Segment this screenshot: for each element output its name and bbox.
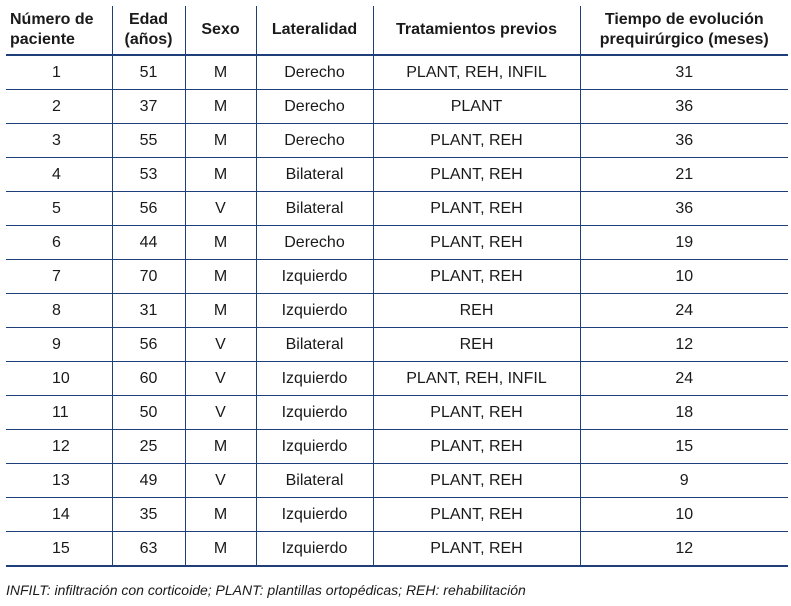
cell-age: 25 [112, 430, 185, 464]
cell-age: 70 [112, 260, 185, 294]
cell-age: 31 [112, 294, 185, 328]
cell-sex: M [185, 294, 256, 328]
cell-sex: V [185, 396, 256, 430]
table-row [6, 90, 788, 124]
cell-laterality: Bilateral [256, 158, 373, 192]
table-row [6, 362, 788, 396]
cell-age: 56 [112, 192, 185, 226]
cell-evolution-time: 24 [580, 294, 788, 328]
header-previous-treatments: Tratamientos previos [373, 6, 580, 55]
cell-treatments: PLANT, REH [373, 226, 580, 260]
cell-age: 35 [112, 498, 185, 532]
cell-laterality: Izquierdo [256, 396, 373, 430]
cell-patient-number: 9 [6, 328, 112, 362]
cell-treatments: PLANT, REH [373, 498, 580, 532]
cell-sex: M [185, 124, 256, 158]
cell-sex: M [185, 90, 256, 124]
cell-age: 50 [112, 396, 185, 430]
table-header [6, 6, 788, 55]
cell-treatments: PLANT, REH [373, 158, 580, 192]
cell-sex: V [185, 362, 256, 396]
header-row [6, 6, 788, 55]
cell-evolution-time: 36 [580, 124, 788, 158]
cell-sex: M [185, 498, 256, 532]
cell-evolution-time: 24 [580, 362, 788, 396]
cell-patient-number: 13 [6, 464, 112, 498]
table-row [6, 498, 788, 532]
cell-laterality: Izquierdo [256, 430, 373, 464]
table-row [6, 226, 788, 260]
cell-patient-number: 10 [6, 362, 112, 396]
cell-patient-number: 3 [6, 124, 112, 158]
cell-laterality: Izquierdo [256, 532, 373, 567]
cell-treatments: PLANT, REH [373, 396, 580, 430]
header-patient-number: Número de paciente [6, 6, 112, 55]
cell-laterality: Derecho [256, 226, 373, 260]
cell-patient-number: 8 [6, 294, 112, 328]
cell-patient-number: 14 [6, 498, 112, 532]
cell-sex: V [185, 464, 256, 498]
cell-age: 56 [112, 328, 185, 362]
table-row [6, 464, 788, 498]
cell-treatments: PLANT, REH, INFIL [373, 362, 580, 396]
cell-patient-number: 12 [6, 430, 112, 464]
cell-patient-number: 11 [6, 396, 112, 430]
cell-age: 55 [112, 124, 185, 158]
cell-evolution-time: 15 [580, 430, 788, 464]
cell-laterality: Izquierdo [256, 260, 373, 294]
cell-evolution-time: 10 [580, 260, 788, 294]
cell-evolution-time: 31 [580, 55, 788, 90]
header-age: Edad (años) [112, 6, 185, 55]
cell-laterality: Izquierdo [256, 362, 373, 396]
cell-treatments: REH [373, 294, 580, 328]
cell-treatments: PLANT, REH [373, 260, 580, 294]
cell-laterality: Bilateral [256, 464, 373, 498]
table-row [6, 260, 788, 294]
cell-patient-number: 7 [6, 260, 112, 294]
cell-evolution-time: 36 [580, 192, 788, 226]
cell-patient-number: 4 [6, 158, 112, 192]
cell-sex: M [185, 430, 256, 464]
table-row [6, 158, 788, 192]
table-row [6, 430, 788, 464]
cell-treatments: PLANT, REH [373, 532, 580, 567]
cell-laterality: Bilateral [256, 328, 373, 362]
header-laterality: Lateralidad [256, 6, 373, 55]
cell-treatments: PLANT [373, 90, 580, 124]
cell-age: 51 [112, 55, 185, 90]
cell-treatments: PLANT, REH [373, 464, 580, 498]
cell-age: 44 [112, 226, 185, 260]
cell-treatments: PLANT, REH [373, 430, 580, 464]
cell-age: 49 [112, 464, 185, 498]
header-evolution-time: Tiempo de evolución prequirúrgico (meses) [580, 6, 788, 55]
cell-evolution-time: 12 [580, 532, 788, 567]
cell-age: 53 [112, 158, 185, 192]
table-row [6, 328, 788, 362]
cell-patient-number: 5 [6, 192, 112, 226]
cell-sex: M [185, 158, 256, 192]
cell-treatments: PLANT, REH [373, 192, 580, 226]
cell-laterality: Derecho [256, 90, 373, 124]
cell-sex: M [185, 226, 256, 260]
cell-laterality: Izquierdo [256, 498, 373, 532]
cell-laterality: Bilateral [256, 192, 373, 226]
cell-sex: V [185, 192, 256, 226]
cell-evolution-time: 12 [580, 328, 788, 362]
cell-treatments: REH [373, 328, 580, 362]
cell-treatments: PLANT, REH, INFIL [373, 55, 580, 90]
cell-evolution-time: 21 [580, 158, 788, 192]
cell-laterality: Derecho [256, 124, 373, 158]
table-row [6, 396, 788, 430]
header-sex: Sexo [185, 6, 256, 55]
cell-evolution-time: 10 [580, 498, 788, 532]
table-row [6, 192, 788, 226]
table-row [6, 294, 788, 328]
cell-patient-number: 1 [6, 55, 112, 90]
cell-evolution-time: 9 [580, 464, 788, 498]
cell-evolution-time: 19 [580, 226, 788, 260]
cell-evolution-time: 36 [580, 90, 788, 124]
cell-sex: M [185, 260, 256, 294]
cell-sex: M [185, 55, 256, 90]
table-row [6, 55, 788, 90]
table-footnote: INFILT: infiltración con corticoide; PLANT: plantillas ortopédicas; REH: rehabilitación [6, 582, 526, 598]
cell-patient-number: 15 [6, 532, 112, 567]
patient-table [6, 6, 788, 567]
cell-treatments: PLANT, REH [373, 124, 580, 158]
cell-sex: V [185, 328, 256, 362]
cell-patient-number: 2 [6, 90, 112, 124]
cell-age: 60 [112, 362, 185, 396]
cell-age: 37 [112, 90, 185, 124]
patient-table-container [6, 6, 788, 567]
cell-laterality: Izquierdo [256, 294, 373, 328]
table-body [6, 55, 788, 566]
table-row [6, 532, 788, 567]
table-row [6, 124, 788, 158]
cell-evolution-time: 18 [580, 396, 788, 430]
cell-age: 63 [112, 532, 185, 567]
cell-sex: M [185, 532, 256, 567]
cell-laterality: Derecho [256, 55, 373, 90]
cell-patient-number: 6 [6, 226, 112, 260]
